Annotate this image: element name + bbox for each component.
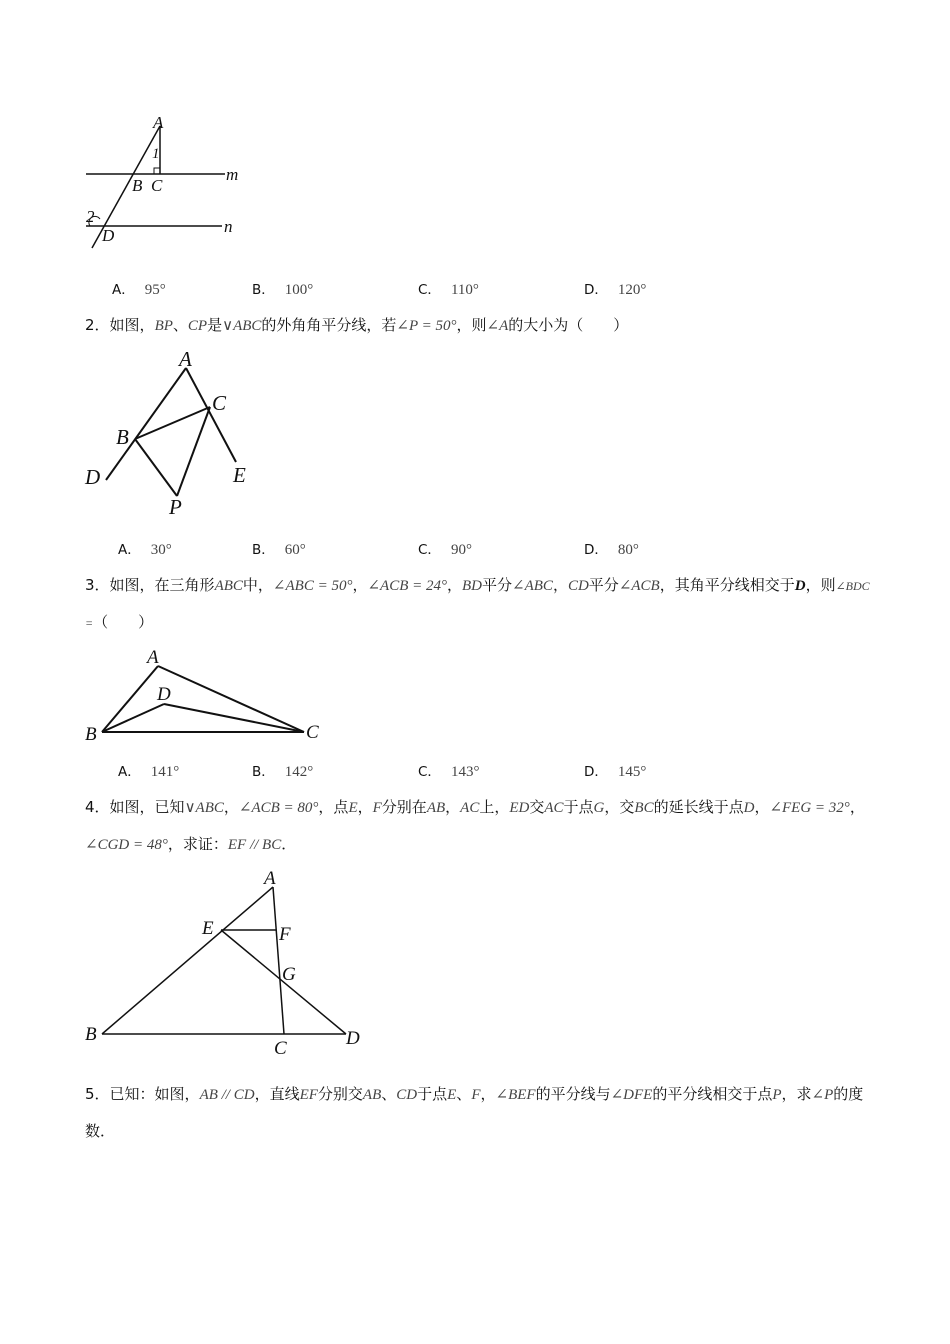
fig4-label-C: C xyxy=(274,1038,287,1059)
fig1-label-D: D xyxy=(102,226,115,245)
q2-option-d[interactable]: D． 80° xyxy=(584,542,639,558)
q2-option-c[interactable]: C． 90° xyxy=(418,542,472,558)
fig1-label-2: 2 xyxy=(86,207,95,226)
fig1-label-1: 1 xyxy=(152,146,160,162)
fig2-label-B: B xyxy=(116,425,129,449)
q3-option-a[interactable]: A． 141° xyxy=(118,764,180,780)
fig3-label-A: A xyxy=(147,647,159,668)
q1-option-d[interactable]: D． 120° xyxy=(584,282,647,298)
fig2-label-E: E xyxy=(233,463,246,487)
fig1-label-A: A xyxy=(153,113,164,132)
q1-option-b[interactable]: B． 100° xyxy=(252,282,314,298)
question-4-text: 4．如图，已知∨ABC，∠ACB = 80°，点E，F分别在AB，AC上，ED交AC于点G，交BC的延长线于点D，∠FEG = 32°，∠CGD = 48°，求证：EF // BC． xyxy=(85,798,865,853)
fig3-label-D: D xyxy=(157,684,171,705)
figure-4 xyxy=(80,862,380,1062)
fig4-label-D: D xyxy=(346,1028,360,1049)
fig2-label-C: C xyxy=(212,391,227,415)
fig1-label-C: C xyxy=(151,176,163,195)
fig4-label-G: G xyxy=(282,964,296,985)
fig3-label-B: B xyxy=(85,724,97,745)
question-3-text: 3．如图，在三角形ABC中，∠ABC = 50°，∠ACB = 24°，BD平分∠ABC，CD平分∠ACB，其角平分线相交于D，则∠BDC =（ ） xyxy=(85,576,870,631)
fig3-label-C: C xyxy=(306,722,319,743)
q3-option-c[interactable]: C． 143° xyxy=(418,764,480,780)
fig4-label-A: A xyxy=(264,868,276,889)
fig4-label-F: F xyxy=(279,924,291,945)
fig2-label-A: A xyxy=(179,347,192,371)
q2-option-a[interactable]: A． 30° xyxy=(118,542,172,558)
fig1-label-m: m xyxy=(226,165,239,184)
figure-2 xyxy=(80,344,270,524)
fig4-label-B: B xyxy=(85,1024,97,1045)
figure-1 xyxy=(80,108,260,258)
fig2-label-P: P xyxy=(169,495,182,519)
question-5-text: 5．已知：如图，AB // CD，直线EF分别交AB、CD于点E、F，∠BEF的平分线与∠DFE的平分线相交于点P，求∠P的度数． xyxy=(85,1085,864,1140)
question-2-text: 2．如图，BP、CP是∨ABC的外角角平分线，若∠P = 50°，则∠A的大小为（ ） xyxy=(85,316,629,334)
fig1-label-n: n xyxy=(224,217,233,236)
q1-option-c[interactable]: C． 110° xyxy=(418,282,479,298)
figure-3 xyxy=(80,642,330,752)
q3-option-b[interactable]: B． 142° xyxy=(252,764,314,780)
q1-option-a[interactable]: A． 95° xyxy=(112,282,166,298)
q3-option-d[interactable]: D． 145° xyxy=(584,764,647,780)
fig1-label-B: B xyxy=(132,176,143,195)
q2-option-b[interactable]: B． 60° xyxy=(252,542,306,558)
fig2-label-D: D xyxy=(85,465,101,489)
fig4-label-E: E xyxy=(202,918,214,939)
